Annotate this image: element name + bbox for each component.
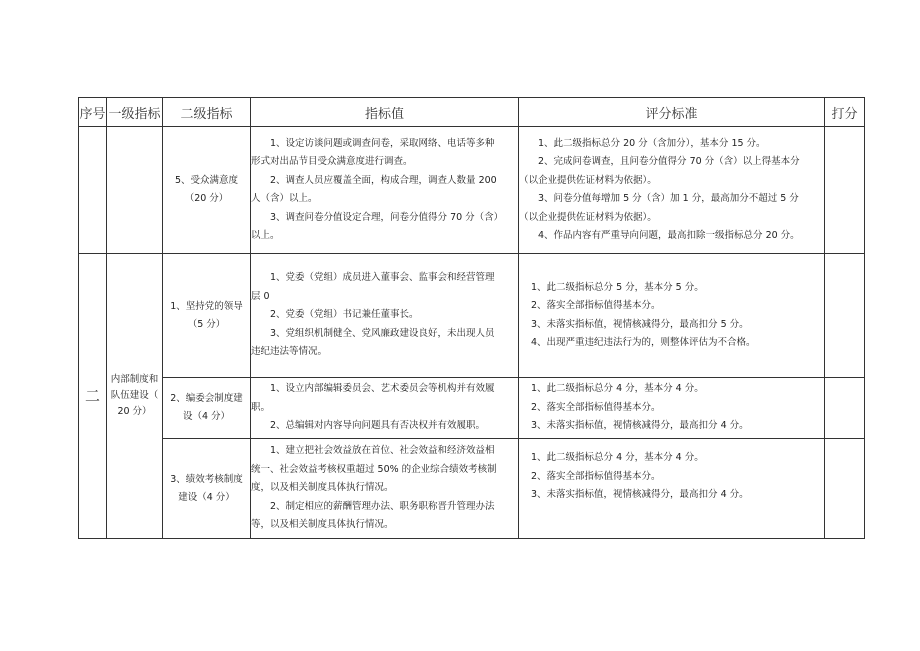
value-line: 度，以及相关制度具体执行情况。 xyxy=(251,482,394,494)
criteria-cell xyxy=(519,378,825,439)
criteria-line: 1、此二级指标总分 20 分（含加分），基本分 15 分。 xyxy=(538,137,766,149)
level2-points: 设（4 分） xyxy=(182,411,231,422)
header-seq: 序号 xyxy=(79,98,107,127)
level2-name: 1、坚持党的领导 xyxy=(170,300,243,312)
value-line: 1、设立内部编辑委员会、艺术委员会等机构并有效履 xyxy=(270,383,495,395)
criteria-line: 1、此二级指标总分 5 分，基本分 5 分。 xyxy=(531,281,704,293)
criteria-line: （以企业提供佐证材料为依据）。 xyxy=(519,211,657,223)
criteria-line: 3、问卷分值每增加 5 分（含）加 1 分，最高加分不超过 5 分 xyxy=(538,193,799,204)
value-line: 3、调查问卷分值设定合理，问卷分值得分 70 分（含） xyxy=(270,211,504,223)
value-line: 1、党委（党组）成员进入董事会、监事会和经营管理 xyxy=(270,272,495,284)
value-line: 统一、社会效益考核权重超过 50% 的企业综合绩效考核制 xyxy=(251,463,497,475)
score-cell[interactable] xyxy=(825,127,865,254)
criteria-line: 4、作品内容有严重导向问题，最高扣除一级指标总分 20 分。 xyxy=(538,230,800,241)
table-row xyxy=(79,254,865,378)
value-line: 2、制定相应的薪酬管理办法、职务职称晋升管理办法 xyxy=(270,500,495,512)
criteria-cell xyxy=(519,127,825,254)
table-row xyxy=(79,439,865,539)
table-row xyxy=(79,378,865,439)
value-line: 人（含）以上。 xyxy=(251,193,318,204)
criteria-line: 3、未落实指标值，视情核减得分，最高扣分 4 分。 xyxy=(531,489,749,500)
level2-points: 建设（4 分） xyxy=(178,491,235,503)
value-line: 1、设定访谈问题或调查问卷，采取网络、电话等多种 xyxy=(270,137,495,149)
value-line: 2、党委（党组）书记兼任董事长。 xyxy=(270,309,419,321)
seq-cell xyxy=(79,127,107,254)
value-line: 以上。 xyxy=(251,230,280,241)
criteria-line: 1、此二级指标总分 4 分，基本分 4 分。 xyxy=(531,452,704,463)
value-line: 职。 xyxy=(251,401,271,413)
criteria-line: 4、出现严重违纪违法行为的，则整体评估为不合格。 xyxy=(531,337,756,348)
value-line: 3、党组织机制健全、党风廉政建设良好，未出现人员 xyxy=(270,327,495,339)
level2-name: 3、绩效考核制度 xyxy=(170,473,243,485)
criteria-line: 2、完成问卷调查，且问卷分值得分 70 分（含）以上得基本分 xyxy=(538,156,800,167)
value-line: 形式对出品节目受众满意度进行调查。 xyxy=(251,156,413,167)
score-cell[interactable] xyxy=(825,439,865,539)
level1-line: 20 分） xyxy=(117,406,152,417)
value-line: 2、总编辑对内容导向问题具有否决权并有效履职。 xyxy=(270,420,486,432)
indicator-value-cell xyxy=(251,254,519,378)
level2-name: 2、编委会制度建 xyxy=(170,393,243,404)
level2-cell xyxy=(163,254,251,378)
criteria-line: 2、落实全部指标值得基本分。 xyxy=(531,401,661,413)
criteria-cell xyxy=(519,439,825,539)
level2-points: （5 分） xyxy=(187,318,226,330)
value-line: 2、调查人员应覆盖全面，构成合理，调查人数量 200 xyxy=(270,174,497,186)
level2-cell xyxy=(163,439,251,539)
table-row xyxy=(79,127,865,254)
level1-line: 内部制度和 xyxy=(110,374,159,385)
level1-category xyxy=(107,254,163,539)
criteria-line: 2、落实全部指标值得基本分。 xyxy=(531,300,661,311)
level1-line: 队伍建设（ xyxy=(110,390,159,401)
criteria-line: 2、落实全部指标值得基本分。 xyxy=(531,470,661,482)
header-level1: 一级指标 xyxy=(107,98,163,127)
value-line: 等，以及相关制度具体执行情况。 xyxy=(251,519,394,531)
criteria-line: 1、此二级指标总分 4 分，基本分 4 分。 xyxy=(531,383,704,395)
evaluation-table xyxy=(78,97,865,539)
header-level2: 二级指标 xyxy=(163,98,251,127)
level2-cell xyxy=(163,378,251,439)
indicator-value-cell xyxy=(251,127,519,254)
criteria-line: 3、未落实指标值，视情核减得分，最高扣分 5 分。 xyxy=(531,318,749,330)
criteria-line: （以企业提供佐证材料为依据）。 xyxy=(519,174,657,186)
indicator-value-cell xyxy=(251,378,519,439)
indicator-value-cell xyxy=(251,439,519,539)
score-cell[interactable] xyxy=(825,254,865,378)
value-line: 违纪违法等情况。 xyxy=(251,346,328,358)
header-row xyxy=(79,98,865,127)
level2-points: （20 分） xyxy=(184,193,229,204)
section-number: 二 xyxy=(79,254,107,539)
value-line: 1、建立把社会效益放在首位、社会效益和经济效益相 xyxy=(270,445,495,457)
header-value: 指标值 xyxy=(251,98,519,127)
criteria-cell xyxy=(519,254,825,378)
header-criteria: 评分标准 xyxy=(519,98,825,127)
criteria-line: 3、未落实指标值，视情核减得分，最高扣分 4 分。 xyxy=(531,420,749,432)
level1-cell xyxy=(107,127,163,254)
score-cell[interactable] xyxy=(825,378,865,439)
header-score: 打分 xyxy=(825,98,865,127)
level2-cell xyxy=(163,127,251,254)
value-line: 层 0 xyxy=(251,290,270,302)
level2-name: 5、受众满意度 xyxy=(174,175,239,186)
